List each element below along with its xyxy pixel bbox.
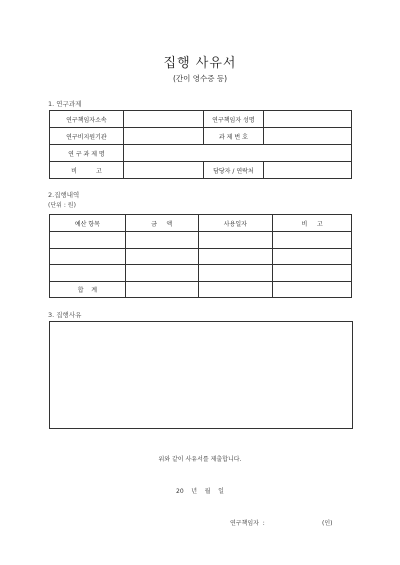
field-value[interactable] (123, 145, 351, 162)
column-header: 비 고 (273, 215, 352, 232)
field-label: 연구책임자 성명 (203, 111, 264, 128)
table-row (50, 145, 352, 162)
table-cell[interactable] (125, 265, 198, 282)
submission-statement: 위와 같이 사유서를 제출합니다. (158, 456, 242, 463)
table-row (50, 248, 352, 265)
table-cell[interactable] (50, 248, 126, 265)
field-label: 과 제 번 호 (203, 128, 264, 145)
document-title: 집행 사유서 (163, 56, 237, 71)
expenditure-table (49, 214, 352, 298)
column-header: 예산 항목 (50, 215, 126, 232)
field-value[interactable] (264, 162, 352, 179)
field-value[interactable] (123, 128, 203, 145)
section2-heading: 2.집행내역 (48, 191, 80, 199)
table-row (50, 162, 352, 179)
field-label: 연구비지원기관 (50, 128, 124, 145)
table-cell[interactable] (273, 265, 352, 282)
table-cell[interactable] (50, 265, 126, 282)
table-row (50, 265, 352, 282)
field-value[interactable] (123, 111, 203, 128)
total-label: 합 계 (50, 281, 126, 298)
field-label: 담당자 / 연락처 (203, 162, 264, 179)
field-label: 연구책임자소속 (50, 111, 124, 128)
field-label: 비 고 (50, 162, 124, 179)
column-header: 금 액 (125, 215, 198, 232)
date-line: 20 년 월 일 (176, 488, 224, 495)
signer-label: 연구책임자 : (230, 520, 265, 527)
table-cell[interactable] (125, 281, 198, 298)
table-cell[interactable] (198, 281, 273, 298)
table-cell[interactable] (198, 232, 273, 249)
table-row (50, 111, 352, 128)
field-value[interactable] (264, 111, 352, 128)
research-project-table (49, 110, 352, 179)
table-cell[interactable] (198, 265, 273, 282)
reason-box[interactable] (49, 321, 353, 429)
table-cell[interactable] (273, 232, 352, 249)
unit-label: (단위 : 원) (48, 202, 76, 209)
table-cell[interactable] (273, 248, 352, 265)
field-label: 연 구 과 제 명 (50, 145, 124, 162)
field-value[interactable] (123, 162, 203, 179)
document-subtitle: (간이 영수증 등) (172, 74, 228, 83)
field-value[interactable] (264, 128, 352, 145)
table-row (50, 128, 352, 145)
table-cell[interactable] (125, 232, 198, 249)
section3-heading: 3. 집행사유 (48, 311, 82, 319)
section1-heading: 1. 연구과제 (48, 100, 82, 108)
table-cell[interactable] (50, 232, 126, 249)
table-cell[interactable] (198, 248, 273, 265)
total-row (50, 281, 352, 298)
table-row (50, 232, 352, 249)
seal-mark: (인) (322, 520, 333, 527)
table-cell[interactable] (273, 281, 352, 298)
column-header: 사용일자 (198, 215, 273, 232)
table-cell[interactable] (125, 248, 198, 265)
table-header-row (50, 215, 352, 232)
